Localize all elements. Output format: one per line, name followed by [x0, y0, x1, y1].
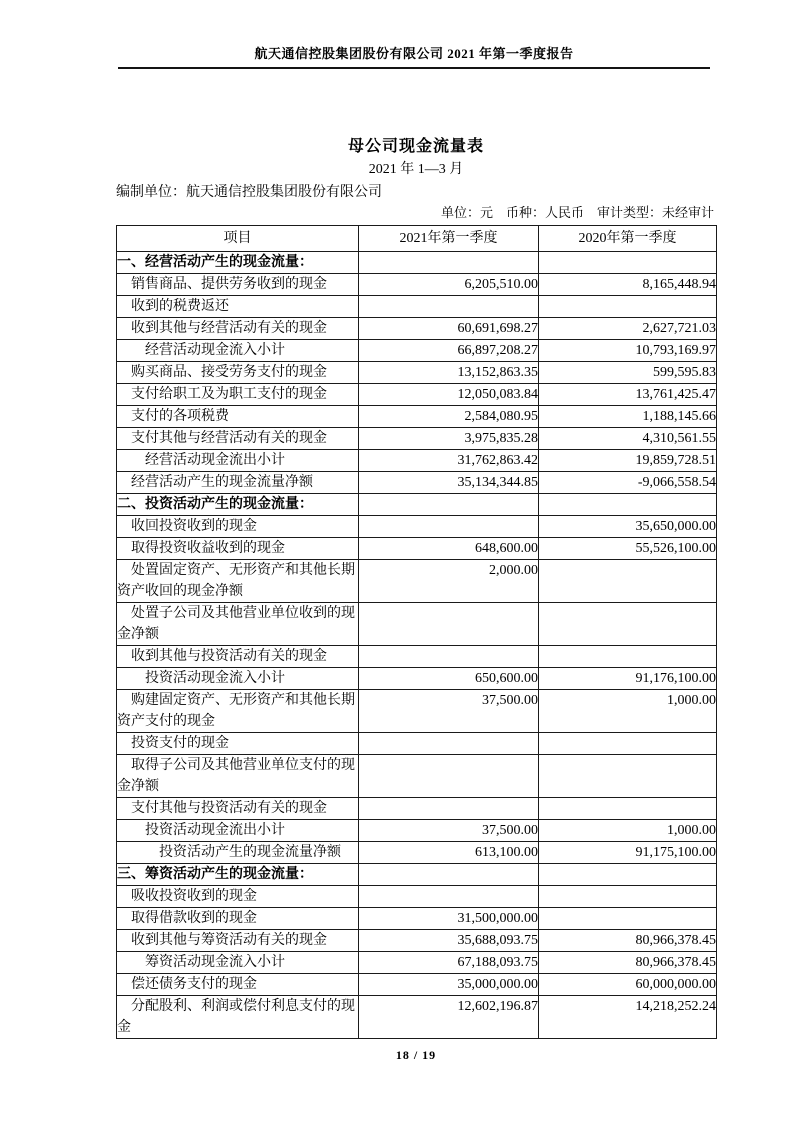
row-item-label: 收到的税费返还 [117, 296, 359, 318]
table-header-row [117, 226, 717, 252]
value-2021-q1: 31,762,863.42 [359, 450, 539, 472]
table-row [117, 908, 717, 930]
value-2020-q1 [539, 252, 717, 274]
value-2021-q1 [359, 886, 539, 908]
row-item-label: 支付给职工及为职工支付的现金 [117, 384, 359, 406]
column-header-2020-q1: 2020年第一季度 [539, 226, 717, 252]
row-item-label: 投资支付的现金 [117, 733, 359, 755]
row-item-label: 经营活动现金流入小计 [117, 340, 359, 362]
value-2021-q1: 60,691,698.27 [359, 318, 539, 340]
value-2021-q1 [359, 494, 539, 516]
value-2020-q1 [539, 755, 717, 798]
value-2021-q1: 6,205,510.00 [359, 274, 539, 296]
value-2021-q1 [359, 798, 539, 820]
value-2020-q1: 91,175,100.00 [539, 842, 717, 864]
statement-title: 母公司现金流量表 [347, 138, 484, 155]
table-row [117, 362, 717, 384]
table-row [117, 318, 717, 340]
value-2021-q1: 2,584,080.95 [359, 406, 539, 428]
value-2021-q1 [359, 864, 539, 886]
statement-period: 2021 年 1—3 月 [368, 162, 464, 177]
table-row [117, 733, 717, 755]
value-2021-q1: 35,134,344.85 [359, 472, 539, 494]
value-2020-q1: 1,000.00 [539, 820, 717, 842]
table-row [117, 296, 717, 318]
row-item-label: 取得子公司及其他营业单位支付的现金净额 [117, 755, 359, 798]
cash-flow-table [116, 225, 717, 1039]
value-2020-q1 [539, 296, 717, 318]
value-2020-q1: -9,066,558.54 [539, 472, 717, 494]
table-row [117, 560, 717, 603]
value-2021-q1 [359, 296, 539, 318]
value-2020-q1: 80,966,378.45 [539, 952, 717, 974]
table-row [117, 886, 717, 908]
value-2020-q1: 1,188,145.66 [539, 406, 717, 428]
table-row [117, 930, 717, 952]
value-2020-q1: 19,859,728.51 [539, 450, 717, 472]
row-item-label: 处置子公司及其他营业单位收到的现金净额 [117, 603, 359, 646]
table-row [117, 842, 717, 864]
unit-currency-audit-line: 单位：元 币种：人民币 审计类型：未经审计 [440, 205, 714, 220]
statement-content [116, 135, 716, 1039]
value-2020-q1 [539, 646, 717, 668]
row-item-label: 收到其他与投资活动有关的现金 [117, 646, 359, 668]
value-2021-q1: 613,100.00 [359, 842, 539, 864]
table-row [117, 690, 717, 733]
table-row [117, 472, 717, 494]
table-row [117, 603, 717, 646]
value-2021-q1: 3,975,835.28 [359, 428, 539, 450]
column-header-item: 项目 [117, 226, 359, 252]
value-2021-q1 [359, 755, 539, 798]
row-item-label: 经营活动产生的现金流量净额 [117, 472, 359, 494]
table-row [117, 274, 717, 296]
row-item-label: 购建固定资产、无形资产和其他长期资产支付的现金 [117, 690, 359, 733]
row-item-label: 分配股利、利润或偿付利息支付的现金 [117, 996, 359, 1039]
value-2021-q1: 35,688,093.75 [359, 930, 539, 952]
row-item-label: 收到其他与筹资活动有关的现金 [117, 930, 359, 952]
table-row [117, 340, 717, 362]
value-2020-q1: 10,793,169.97 [539, 340, 717, 362]
table-row [117, 516, 717, 538]
page-header-title: 航天通信控股集团股份有限公司 2021 年第一季度报告 [254, 46, 574, 61]
value-2020-q1 [539, 798, 717, 820]
row-item-label: 筹资活动现金流入小计 [117, 952, 359, 974]
page-footer [116, 1048, 716, 1063]
row-item-label: 投资活动现金流入小计 [117, 668, 359, 690]
table-row [117, 406, 717, 428]
row-item-label: 收回投资收到的现金 [117, 516, 359, 538]
table-row [117, 668, 717, 690]
row-item-label: 收到其他与经营活动有关的现金 [117, 318, 359, 340]
row-item-label: 取得投资收益收到的现金 [117, 538, 359, 560]
row-item-label: 投资活动现金流出小计 [117, 820, 359, 842]
section-header-row [117, 864, 717, 886]
row-item-label: 二、投资活动产生的现金流量： [117, 494, 359, 516]
value-2020-q1 [539, 864, 717, 886]
row-item-label: 投资活动产生的现金流量净额 [117, 842, 359, 864]
table-row [117, 646, 717, 668]
table-row [117, 798, 717, 820]
value-2020-q1 [539, 908, 717, 930]
value-2021-q1 [359, 733, 539, 755]
value-2020-q1: 55,526,100.00 [539, 538, 717, 560]
table-row [117, 538, 717, 560]
table-row [117, 450, 717, 472]
row-item-label: 经营活动现金流出小计 [117, 450, 359, 472]
value-2021-q1 [359, 516, 539, 538]
value-2021-q1 [359, 252, 539, 274]
value-2020-q1 [539, 560, 717, 603]
row-item-label: 支付其他与投资活动有关的现金 [117, 798, 359, 820]
value-2020-q1: 91,176,100.00 [539, 668, 717, 690]
value-2021-q1: 37,500.00 [359, 690, 539, 733]
row-item-label: 偿还债务支付的现金 [117, 974, 359, 996]
value-2020-q1: 8,165,448.94 [539, 274, 717, 296]
table-row [117, 996, 717, 1039]
value-2021-q1 [359, 603, 539, 646]
value-2020-q1: 4,310,561.55 [539, 428, 717, 450]
value-2020-q1 [539, 886, 717, 908]
cash-flow-table-body [117, 252, 717, 1039]
value-2020-q1: 13,761,425.47 [539, 384, 717, 406]
row-item-label: 三、筹资活动产生的现金流量： [117, 864, 359, 886]
value-2021-q1 [359, 646, 539, 668]
value-2021-q1: 13,152,863.35 [359, 362, 539, 384]
value-2020-q1: 1,000.00 [539, 690, 717, 733]
page-header [118, 46, 710, 69]
value-2020-q1: 80,966,378.45 [539, 930, 717, 952]
section-header-row [117, 494, 717, 516]
row-item-label: 处置固定资产、无形资产和其他长期资产收回的现金净额 [117, 560, 359, 603]
table-row [117, 820, 717, 842]
page-number: 18 / 19 [395, 1048, 437, 1062]
table-row [117, 755, 717, 798]
value-2021-q1: 67,188,093.75 [359, 952, 539, 974]
section-header-row [117, 252, 717, 274]
row-item-label: 一、经营活动产生的现金流量： [117, 252, 359, 274]
value-2020-q1: 14,218,252.24 [539, 996, 717, 1039]
value-2021-q1: 648,600.00 [359, 538, 539, 560]
table-row [117, 428, 717, 450]
value-2020-q1 [539, 603, 717, 646]
row-item-label: 取得借款收到的现金 [117, 908, 359, 930]
row-item-label: 购买商品、接受劳务支付的现金 [117, 362, 359, 384]
value-2020-q1: 2,627,721.03 [539, 318, 717, 340]
value-2020-q1 [539, 494, 717, 516]
value-2021-q1: 12,050,083.84 [359, 384, 539, 406]
prepared-by-line: 编制单位：航天通信控股集团股份有限公司 [116, 185, 382, 200]
value-2021-q1: 66,897,208.27 [359, 340, 539, 362]
value-2020-q1 [539, 733, 717, 755]
row-item-label: 支付其他与经营活动有关的现金 [117, 428, 359, 450]
row-item-label: 支付的各项税费 [117, 406, 359, 428]
value-2020-q1: 60,000,000.00 [539, 974, 717, 996]
column-header-2021-q1: 2021年第一季度 [359, 226, 539, 252]
value-2021-q1: 650,600.00 [359, 668, 539, 690]
value-2021-q1: 12,602,196.87 [359, 996, 539, 1039]
value-2021-q1: 37,500.00 [359, 820, 539, 842]
value-2021-q1: 2,000.00 [359, 560, 539, 603]
value-2020-q1: 599,595.83 [539, 362, 717, 384]
table-row [117, 974, 717, 996]
row-item-label: 吸收投资收到的现金 [117, 886, 359, 908]
value-2021-q1: 31,500,000.00 [359, 908, 539, 930]
value-2021-q1: 35,000,000.00 [359, 974, 539, 996]
table-row [117, 384, 717, 406]
value-2020-q1: 35,650,000.00 [539, 516, 717, 538]
table-row [117, 952, 717, 974]
row-item-label: 销售商品、提供劳务收到的现金 [117, 274, 359, 296]
